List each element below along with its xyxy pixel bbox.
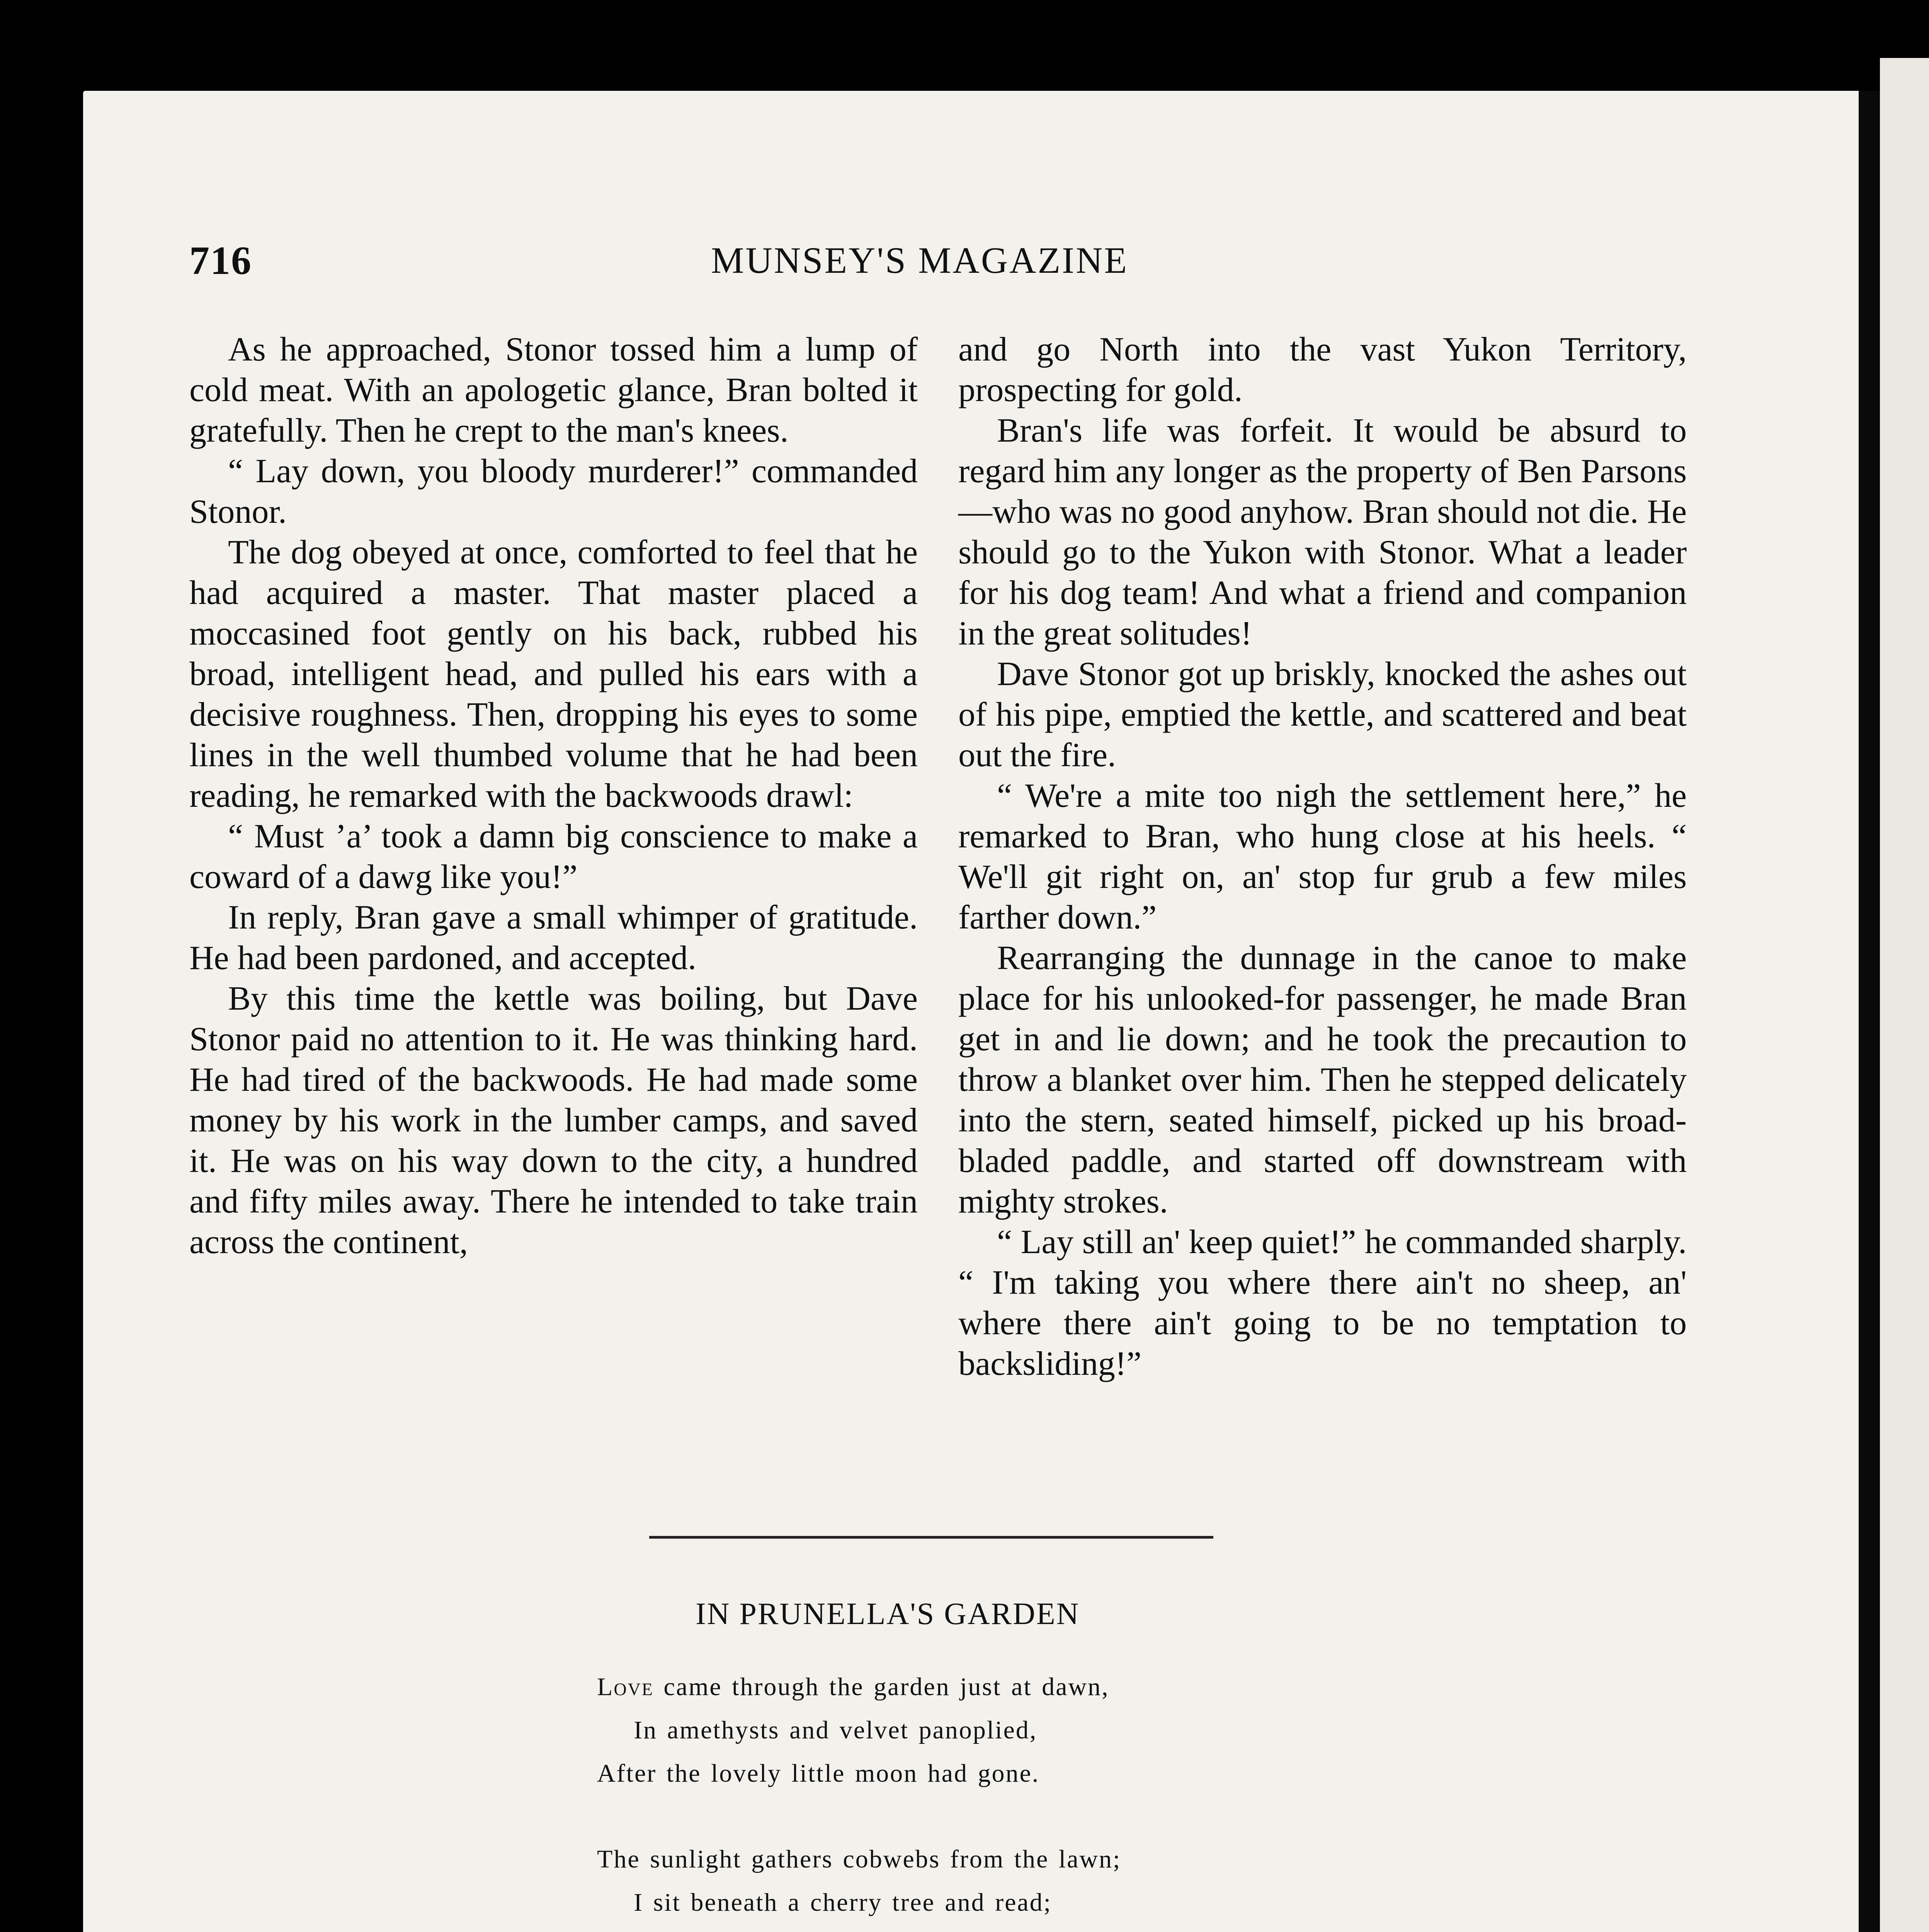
story-paragraph: As he approached, Stonor tossed him a lump of cold meat. With an apologetic glance, Bran bolted it gratefully. Then he crept to the man's knees. <box>189 331 918 449</box>
page-gutter-shadow <box>1859 91 1880 1932</box>
running-head: MUNSEY'S MAGAZINE <box>711 240 1128 281</box>
poem-line-text: came through the garden just at dawn, <box>663 1673 1109 1701</box>
poem-title: IN PRUNELLA'S GARDEN <box>696 1597 1080 1631</box>
poem-line: I sit beneath a cherry tree and read; <box>634 1888 1052 1917</box>
story-paragraph: “ Must ’a’ took a damn big conscience to make a coward of a dawg like you!” <box>189 818 918 896</box>
poem-line: In amethysts and velvet panoplied, <box>634 1716 1038 1744</box>
poem-stanza <box>597 1665 1160 1795</box>
story-paragraph: By this time the kettle was boiling, but Dave Stonor paid no attention to it. He was thinking hard. He had tired of the backwoods. He had made some money by his work in the lumber camps, and saved it. He was on his way down to the city, a hundred and fifty miles away. There he intended to take train across the continent, <box>189 980 918 1261</box>
story-paragraph: “ Lay down, you bloody murderer!” commanded Stonor. <box>189 452 918 531</box>
story-paragraph: “ Lay still an' keep quiet!” he commanded sharply. “ I'm taking you where there ain't no sheep, an' where there ain't going to be no temptation to backsliding!” <box>958 1223 1687 1383</box>
poem-first-word: Love <box>597 1673 654 1701</box>
poem-line: After the lovely little moon had gone. <box>597 1759 1040 1787</box>
story-paragraph: In reply, Bran gave a small whimper of gratitude. He had been pardoned, and accepted. <box>189 899 918 977</box>
section-divider <box>649 1536 1213 1539</box>
story-paragraph: Rearranging the dunnage in the canoe to make place for his unlooked-for passenger, he made Bran get in and lie down; and he took the precaution to throw a blanket over him. Then he stepped delicately into the stern, seated himself, picked up his broad-bladed paddle, and started off downstream with mighty strokes. <box>958 939 1687 1220</box>
story-column-left <box>189 329 918 1262</box>
page-number: 716 <box>189 238 252 283</box>
story-paragraph-continued: and go North into the vast Yukon Territory, prospecting for gold. <box>958 331 1687 409</box>
poem-body <box>597 1665 1160 1932</box>
story-paragraph: Dave Stonor got up briskly, knocked the ashes out of his pipe, emptied the kettle, and scattered and beat out the fire. <box>958 655 1687 774</box>
next-page-edge <box>1880 58 1929 1932</box>
poem-line <box>597 1924 1160 1932</box>
poem-line: The sunlight gathers cobwebs from the lawn; <box>597 1845 1121 1873</box>
story-paragraph: Bran's life was forfeit. It would be absurd to regard him any longer as the property of Ben Parsons—who was no good anyhow. Bran should not die. He should go to the Yukon with Stonor. What a leader for his dog team! And what a friend and companion in the great solitudes! <box>958 412 1687 652</box>
poem-stanza <box>597 1838 1160 1932</box>
story-paragraph: “ We're a mite too nigh the settlement here,” he remarked to Bran, who hung close at his heels. “ We'll git right on, an' stop fur grub a few miles farther down.” <box>958 777 1687 936</box>
story-column-right <box>958 329 1687 1384</box>
story-paragraph: The dog obeyed at once, comforted to feel that he had acquired a master. That master placed a moccasined foot gently on his back, rubbed his broad, intelligent head, and pulled his ears with a decisive roughness. Then, dropping his eyes to some lines in the well thumbed volume that he had been reading, he remarked with the backwoods drawl: <box>189 534 918 815</box>
poem-line <box>597 1665 1160 1709</box>
